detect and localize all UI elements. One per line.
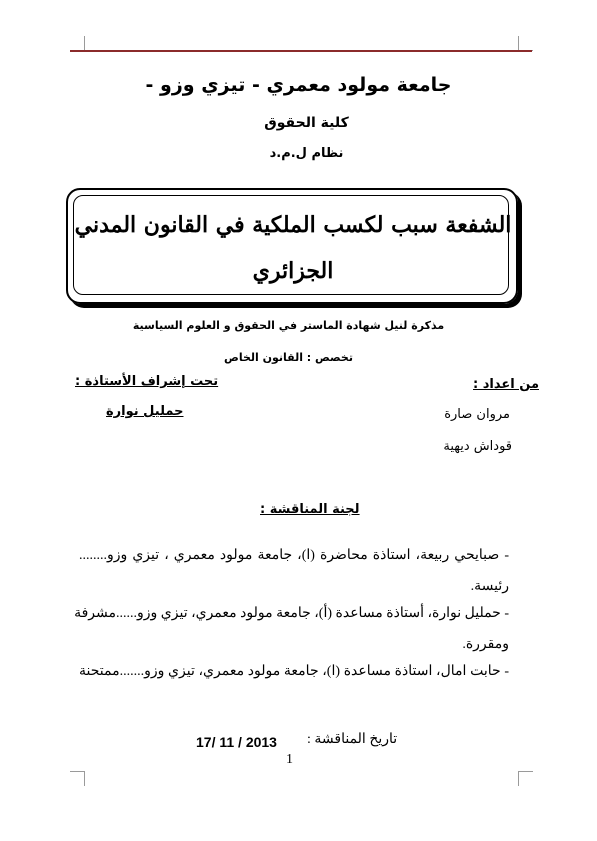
specialty: تخصص : القانون الخاص [224,351,353,364]
university-name: جامعة مولود معمري - تيزي وزو - [145,74,452,96]
defense-date-label: تاريخ المناقشة : [307,732,398,747]
supervisor-name: حمليل نوارة [106,404,184,419]
committee-label: لجنة المناقشة : [260,502,360,517]
defense-date-value: 17/ 11 / 2013 [196,734,277,750]
prepared-by-label: من اعداد : [473,377,539,392]
student-name: مروان صارة [444,407,510,422]
header-rule [70,50,532,52]
faculty-name: كلية الحقوق [264,115,349,131]
margin-corner-mark [70,771,85,786]
study-system: نظام ل.م.د [269,146,344,161]
page-number: 1 [286,752,293,767]
thesis-title-line-1: الشفعة سبب لكسب الملكية في القانون المدني [74,212,512,238]
thesis-title-line-2: الجزائري [252,258,334,284]
margin-corner-mark [70,36,85,51]
committee-member: - حمليل نوارة، أستاذة مساعدة (أ)، جامعة مولود معمري، تيزي وزو......مشرفة [74,606,509,621]
margin-corner-mark [518,36,533,51]
margin-corner-mark [518,771,533,786]
committee-member: - حابت امال، استاذة مساعدة (ا)، جامعة مولود معمري، تيزي وزو.......ممتحنة [79,664,509,679]
committee-member: - صبايحي ربيعة، استاذة محاضرة (ا)، جامعة مولود معمري ، تيزي وزو........ [79,548,509,563]
student-name: قوداش ديهية [443,439,512,454]
committee-role: ومقررة. [462,637,509,652]
supervisor-label: تحت إشراف الأستاذة : [75,374,219,389]
thesis-note: مذكرة لنيل شهادة الماستر في الحقوق و العلوم السياسية [132,319,445,332]
committee-role: رئيسة. [470,579,509,594]
